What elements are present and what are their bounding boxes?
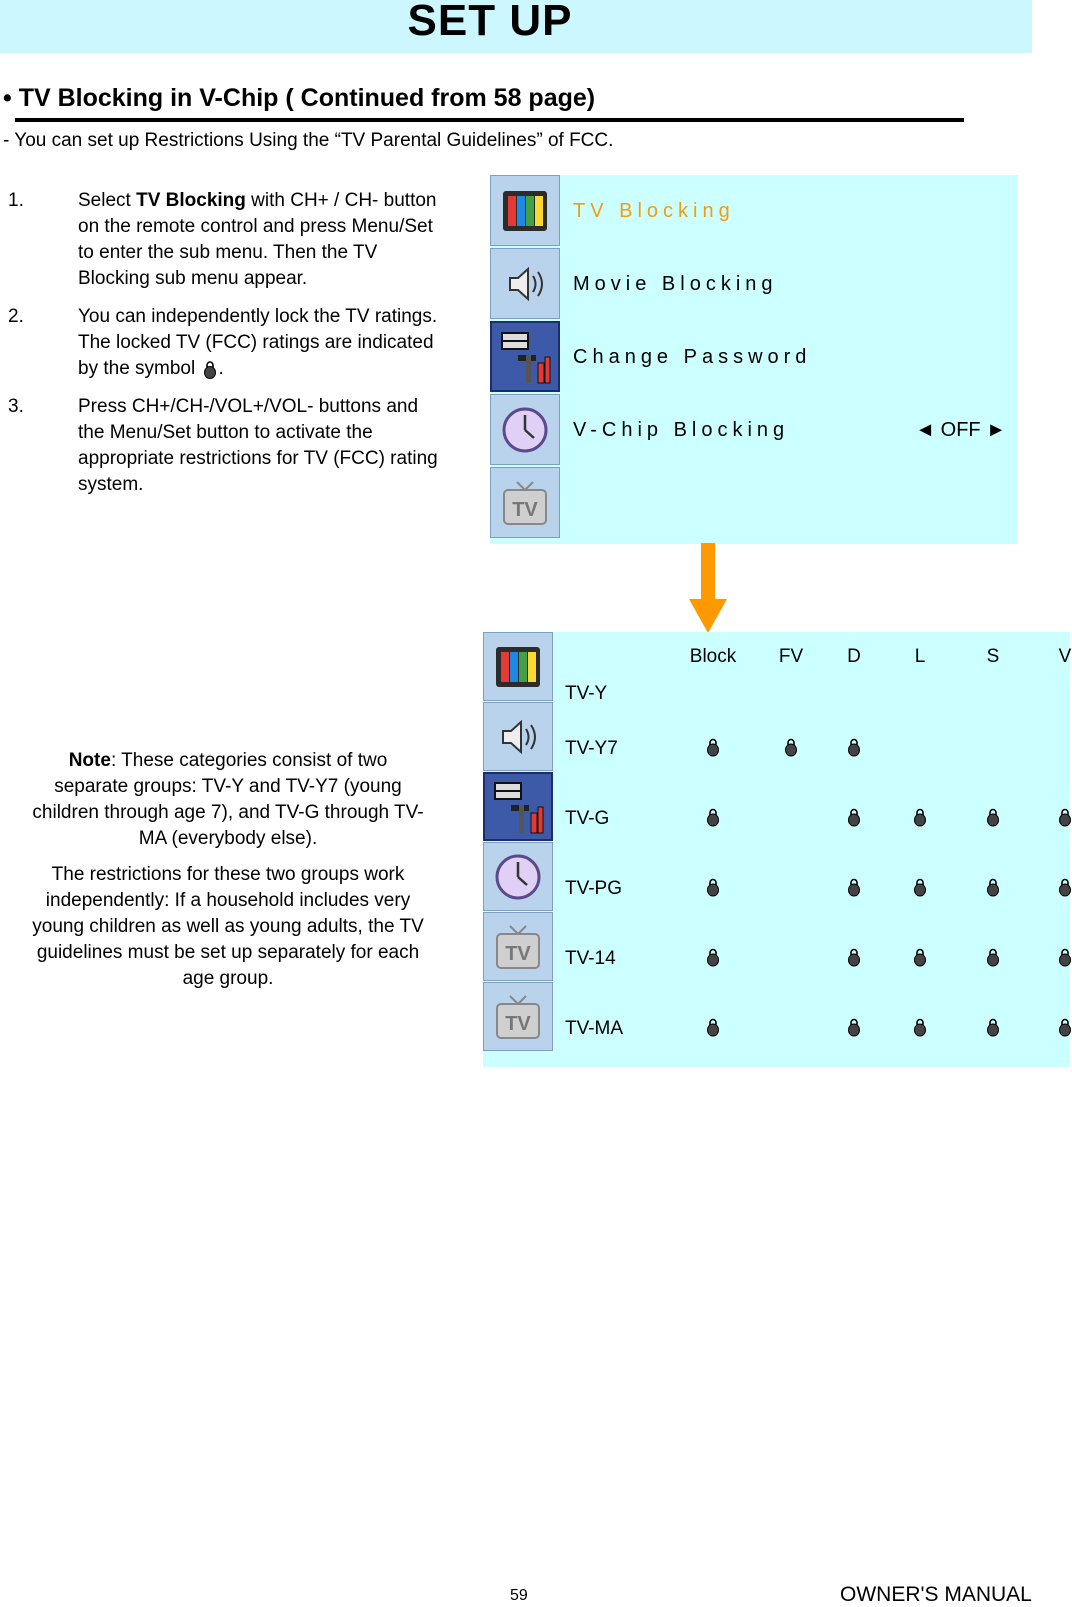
rating-row-label[interactable]: TV-Y bbox=[565, 683, 608, 704]
sound-menu-tab[interactable] bbox=[483, 702, 553, 771]
lock-icon[interactable] bbox=[706, 877, 720, 902]
rating-row-label[interactable]: TV-Y7 bbox=[565, 738, 618, 759]
step-text: You can independently lock the TV ratings. The locked TV (FCC) ratings are indicated by the symbol bbox=[78, 306, 438, 379]
picture-icon bbox=[500, 188, 550, 234]
step-number: 2. bbox=[8, 306, 24, 327]
picture-icon bbox=[493, 644, 543, 690]
column-header-block: Block bbox=[689, 646, 737, 667]
svg-text:TV: TV bbox=[512, 498, 538, 521]
page-title: SET UP bbox=[407, 0, 573, 45]
lock-icon[interactable] bbox=[913, 1017, 927, 1042]
column-header-d: D bbox=[847, 646, 861, 667]
sound-menu-tab[interactable] bbox=[490, 248, 560, 319]
lock-icon[interactable] bbox=[847, 947, 861, 972]
step-1 bbox=[8, 188, 438, 292]
lock-icon[interactable] bbox=[784, 737, 798, 762]
menu-item-label: V-Chip Blocking bbox=[573, 419, 790, 441]
menu-icon-column bbox=[490, 175, 562, 540]
lock-icon[interactable] bbox=[913, 877, 927, 902]
down-arrow-icon bbox=[689, 543, 727, 635]
column-header-l: L bbox=[914, 646, 926, 667]
step-text: Press CH+/CH-/VOL+/VOL- buttons and the Menu/Set button to activate the appropriate restrictions for TV (FCC) rating system. bbox=[78, 396, 438, 495]
menu-icon-column bbox=[483, 632, 555, 1052]
lock-icon[interactable] bbox=[913, 947, 927, 972]
tv-icon bbox=[500, 478, 550, 528]
picture-menu-tab[interactable] bbox=[483, 632, 553, 701]
menu-item-movie-blocking[interactable] bbox=[573, 248, 1006, 321]
step-text: with CH+ / CH- button on the remote control and press Menu/Set to enter the sub menu. Then the TV Blocking sub menu appear. bbox=[78, 190, 437, 289]
time-menu-tab[interactable] bbox=[490, 394, 560, 465]
toolbox-icon bbox=[498, 327, 552, 387]
rating-grid-panel bbox=[483, 632, 1070, 1067]
note-paragraph: The restrictions for these two groups work independently: If a household includes very young children as well as young adults, the TV guidelines must be set up separately for each age group. bbox=[32, 864, 424, 989]
lock-icon[interactable] bbox=[847, 807, 861, 832]
lock-icon[interactable] bbox=[986, 807, 1000, 832]
menu-item-label: Change Password bbox=[573, 346, 812, 368]
lock-icon[interactable] bbox=[847, 737, 861, 762]
lock-icon[interactable] bbox=[847, 1017, 861, 1042]
clock-icon bbox=[500, 405, 550, 455]
speaker-icon bbox=[493, 714, 543, 760]
rating-grid bbox=[565, 632, 1070, 1067]
heading-underline bbox=[15, 118, 964, 122]
note-block bbox=[32, 748, 424, 1002]
rating-row-label[interactable]: TV-14 bbox=[565, 948, 616, 969]
lock-icon[interactable] bbox=[706, 807, 720, 832]
steps-list bbox=[8, 188, 438, 510]
time-menu-tab[interactable] bbox=[483, 842, 553, 911]
footer-title: OWNER'S MANUAL bbox=[840, 1583, 1032, 1606]
clock-icon bbox=[493, 852, 543, 902]
lock-icon[interactable] bbox=[986, 877, 1000, 902]
lock-icon[interactable] bbox=[986, 1017, 1000, 1042]
menu-item-label: Movie Blocking bbox=[573, 273, 778, 295]
note-label: Note bbox=[68, 750, 111, 771]
menu-items bbox=[573, 175, 1006, 467]
lock-icon[interactable] bbox=[986, 947, 1000, 972]
svg-text:TV: TV bbox=[505, 1012, 531, 1035]
lock-icon bbox=[203, 359, 217, 379]
note-text: : These categories consist of two separate groups: TV-Y and TV-Y7 (young children through age 7), and TV-G through TV-MA (everybody else). bbox=[32, 750, 424, 849]
rating-row-label[interactable]: TV-G bbox=[565, 808, 610, 829]
lock-icon[interactable] bbox=[1058, 877, 1072, 902]
step-3 bbox=[8, 394, 438, 498]
tv-icon bbox=[493, 992, 543, 1042]
column-header-s: S bbox=[986, 646, 1000, 667]
setup-menu-tab[interactable] bbox=[483, 772, 553, 841]
lock-icon[interactable] bbox=[913, 807, 927, 832]
toolbox-icon bbox=[491, 777, 545, 837]
lock-icon[interactable] bbox=[706, 1017, 720, 1042]
picture-menu-tab[interactable] bbox=[490, 175, 560, 246]
svg-text:TV: TV bbox=[505, 942, 531, 965]
lock-icon[interactable] bbox=[1058, 947, 1072, 972]
tv-blocking-menu bbox=[490, 175, 1018, 544]
tv-menu-tab[interactable] bbox=[490, 467, 560, 538]
section-heading: • TV Blocking in V-Chip ( Continued from 58 page) bbox=[3, 84, 596, 112]
menu-item-change-password[interactable] bbox=[573, 321, 1006, 394]
step-text: Select bbox=[78, 190, 137, 211]
column-header-v: V bbox=[1058, 646, 1072, 667]
menu-item-tv-blocking[interactable] bbox=[573, 175, 1006, 248]
step-bold-term: TV Blocking bbox=[136, 190, 246, 211]
step-number: 3. bbox=[8, 396, 24, 417]
step-2 bbox=[8, 304, 438, 382]
lock-icon[interactable] bbox=[847, 877, 861, 902]
speaker-icon bbox=[500, 261, 550, 307]
vchip-toggle-value[interactable]: ◄ OFF ► bbox=[915, 419, 1006, 441]
tv-menu-tab[interactable] bbox=[483, 982, 553, 1051]
rating-row-label[interactable]: TV-MA bbox=[565, 1018, 624, 1039]
lock-icon[interactable] bbox=[706, 947, 720, 972]
tv-menu-tab[interactable] bbox=[483, 912, 553, 981]
setup-menu-tab[interactable] bbox=[490, 321, 560, 392]
header-banner bbox=[0, 0, 1032, 53]
rating-row-label[interactable]: TV-PG bbox=[565, 878, 623, 899]
lock-icon[interactable] bbox=[1058, 807, 1072, 832]
lock-icon[interactable] bbox=[1058, 1017, 1072, 1042]
lock-icon[interactable] bbox=[706, 737, 720, 762]
intro-text: - You can set up Restrictions Using the “TV Parental Guidelines” of FCC. bbox=[3, 130, 614, 151]
page-number: 59 bbox=[510, 1587, 528, 1604]
note-paragraph bbox=[32, 748, 424, 852]
step-text: . bbox=[218, 358, 224, 379]
menu-item-label: TV Blocking bbox=[573, 200, 735, 222]
menu-item-vchip-blocking[interactable] bbox=[573, 394, 1006, 467]
column-header-fv: FV bbox=[778, 646, 804, 667]
step-number: 1. bbox=[8, 190, 24, 211]
tv-icon bbox=[493, 922, 543, 972]
